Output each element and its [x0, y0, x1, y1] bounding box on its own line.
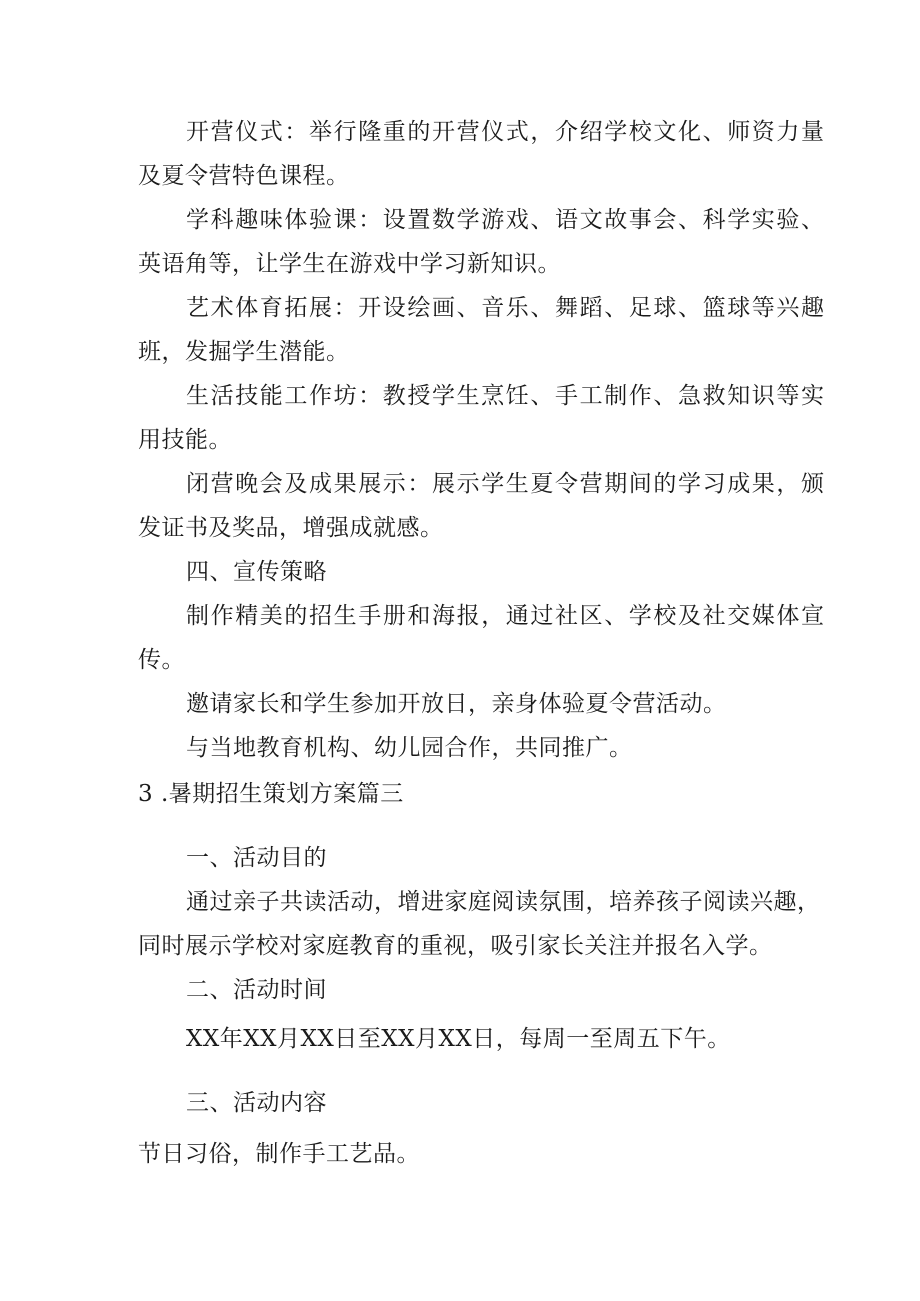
section-heading-purpose: 一、活动目的	[186, 845, 327, 871]
paragraph-content: 节日习俗，制作手工艺品。	[138, 1141, 420, 1167]
paragraph-closing-party-cont: 发证书及奖品，增强成就感。	[138, 515, 444, 541]
paragraph-subject-experience: 学科趣味体验课：设置数学游戏、语文故事会、科学实验、	[186, 207, 826, 233]
paragraph-purpose-cont: 同时展示学校对家庭教育的重视，吸引家长关注并报名入学。	[138, 933, 773, 959]
paragraph-life-skills: 生活技能工作坊：教授学生烹饪、手工制作、急救知识等实	[186, 383, 826, 409]
paragraph-arts-sports: 艺术体育拓展：开设绘画、音乐、舞蹈、足球、篮球等兴趣	[186, 295, 826, 321]
paragraph-opening-ceremony: 开营仪式：举行隆重的开营仪式，介绍学校文化、师资力量	[186, 119, 826, 145]
section-heading-promotion: 四、宣传策略	[186, 559, 327, 585]
paragraph-brochure: 制作精美的招生手册和海报，通过社区、学校及社交媒体宣	[186, 603, 826, 629]
section-title-part-three: 3 .暑期招生策划方案篇三	[138, 781, 404, 807]
paragraph-opening-ceremony-cont: 及夏令营特色课程。	[138, 163, 350, 189]
paragraph-open-day: 邀请家长和学生参加开放日，亲身体验夏令营活动。	[186, 691, 727, 717]
paragraph-subject-experience-cont: 英语角等，让学生在游戏中学习新知识。	[138, 251, 561, 277]
paragraph-partnership: 与当地教育机构、幼儿园合作，共同推广。	[186, 735, 633, 761]
paragraph-time: XX年XX月XX日至XX月XX日，每周一至周五下午。	[186, 1026, 731, 1052]
paragraph-purpose: 通过亲子共读活动，增进家庭阅读氛围，培养孩子阅读兴趣，	[186, 889, 821, 915]
paragraph-brochure-cont: 传。	[138, 647, 185, 673]
section-heading-time: 二、活动时间	[186, 977, 327, 1003]
paragraph-arts-sports-cont: 班，发掘学生潜能。	[138, 339, 350, 365]
paragraph-life-skills-cont: 用技能。	[138, 427, 232, 453]
section-heading-content: 三、活动内容	[186, 1090, 327, 1116]
paragraph-closing-party: 闭营晚会及成果展示：展示学生夏令营期间的学习成果，颁	[186, 471, 826, 497]
